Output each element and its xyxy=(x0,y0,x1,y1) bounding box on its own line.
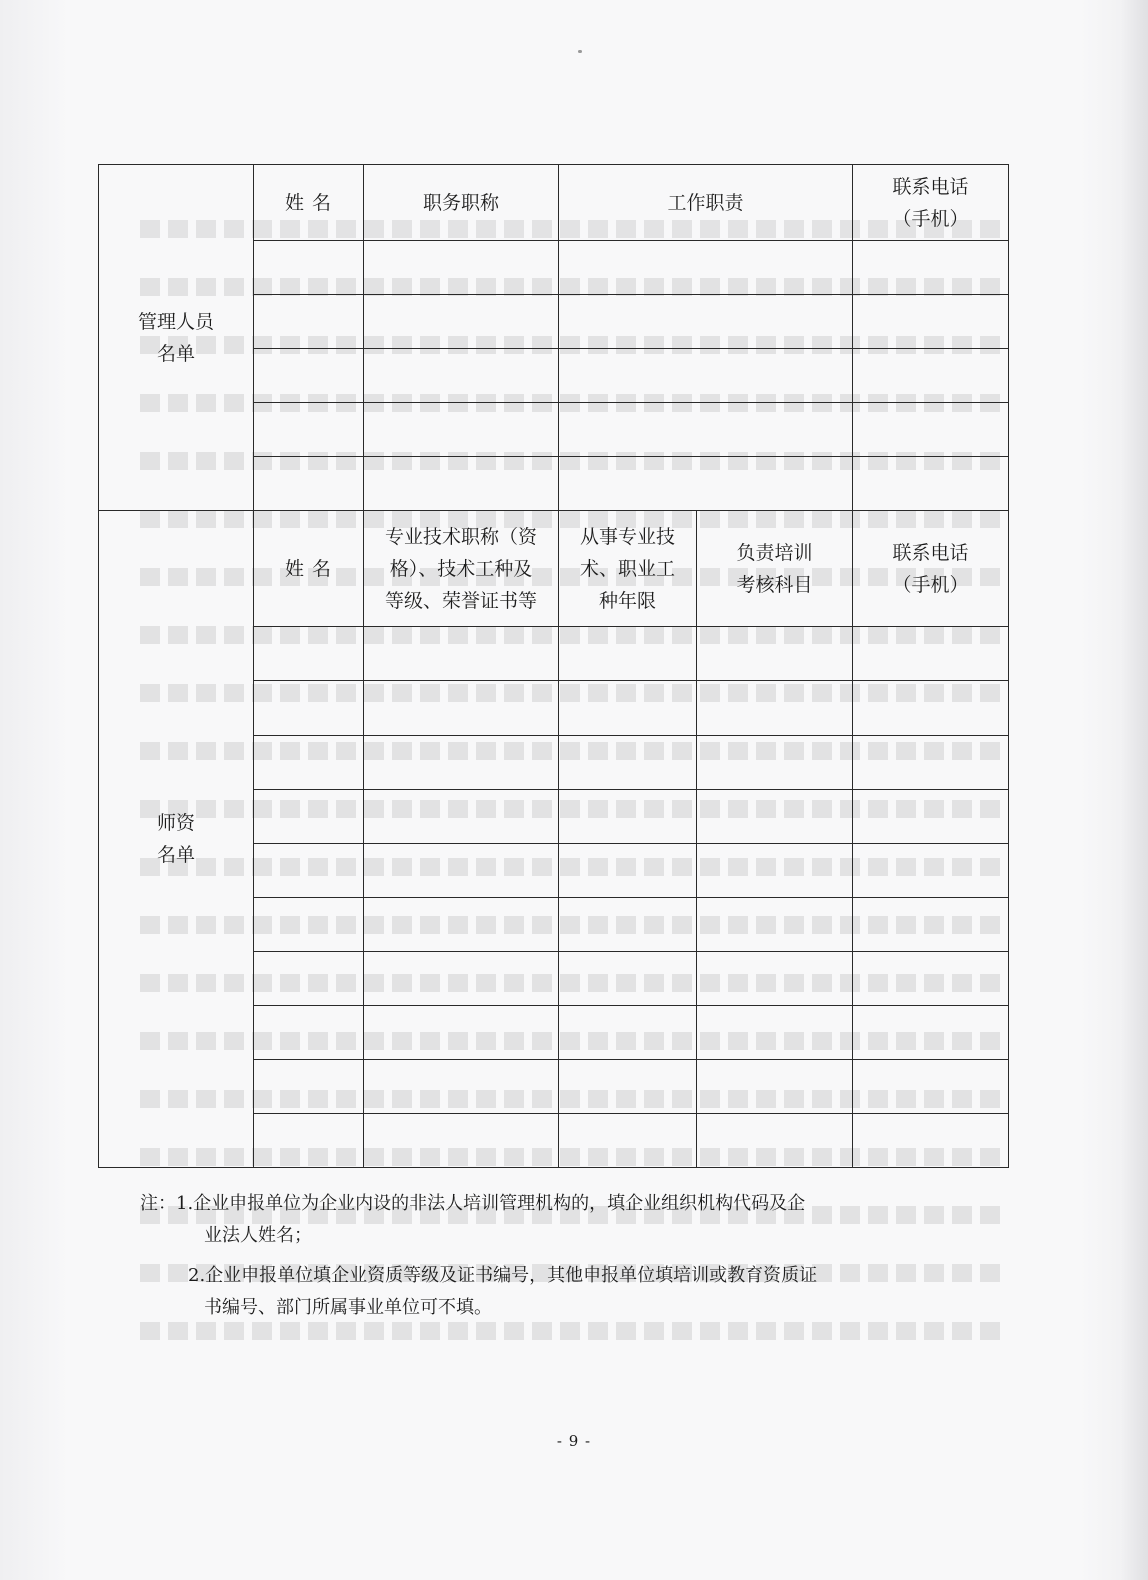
table-cell[interactable] xyxy=(254,1059,364,1113)
table-cell[interactable] xyxy=(364,951,559,1005)
experience-line3: 种年限 xyxy=(598,589,656,612)
table-cell[interactable] xyxy=(853,843,1009,897)
page-edge-shadow xyxy=(1120,0,1148,1580)
table-cell[interactable] xyxy=(254,627,364,681)
table-cell[interactable] xyxy=(254,1113,364,1167)
table-cell[interactable] xyxy=(254,295,364,349)
table-cell[interactable] xyxy=(559,843,697,897)
table-cell[interactable] xyxy=(559,1059,697,1113)
management-label-line2: 名单 xyxy=(156,342,195,365)
table-cell[interactable] xyxy=(697,897,853,951)
table-cell[interactable] xyxy=(853,403,1009,457)
table-cell[interactable] xyxy=(697,1059,853,1113)
table-cell[interactable] xyxy=(364,681,559,735)
table-cell[interactable] xyxy=(559,241,853,295)
teachers-section-label xyxy=(99,511,254,1168)
table-cell[interactable] xyxy=(364,1059,559,1113)
table-cell[interactable] xyxy=(364,295,559,349)
table-cell[interactable] xyxy=(559,403,853,457)
table-cell[interactable] xyxy=(853,1113,1009,1167)
table-cell[interactable] xyxy=(559,789,697,843)
table-cell[interactable] xyxy=(853,951,1009,1005)
table-cell[interactable] xyxy=(697,951,853,1005)
table-cell[interactable] xyxy=(853,1059,1009,1113)
page-number: - 9 - xyxy=(556,1432,592,1450)
table-cell[interactable] xyxy=(254,897,364,951)
table-cell[interactable] xyxy=(559,681,697,735)
table-cell[interactable] xyxy=(364,403,559,457)
mgmt-col-duties: 工作职责 xyxy=(559,165,853,241)
table-cell[interactable] xyxy=(559,951,697,1005)
table-cell[interactable] xyxy=(364,897,559,951)
scan-speck xyxy=(578,50,582,53)
teacher-col-subjects xyxy=(697,511,853,627)
mgmt-phone-line2: （手机） xyxy=(892,207,969,230)
teacher-col-phone xyxy=(853,511,1009,627)
note-2: 2.企业申报单位填企业资质等级及证书编号，其他申报单位填培训或教育资质证 xyxy=(188,1265,818,1286)
mgmt-col-position: 职务职称 xyxy=(364,165,559,241)
table-cell[interactable] xyxy=(559,295,853,349)
table-cell[interactable] xyxy=(853,897,1009,951)
table-cell[interactable] xyxy=(364,1113,559,1167)
mgmt-col-name: 姓 名 xyxy=(254,165,364,241)
note-2-continuation: 书编号、部门所属事业单位可不填。 xyxy=(204,1297,492,1318)
subjects-line1: 负责培训 xyxy=(736,541,813,564)
footnotes xyxy=(140,1188,990,1324)
table-cell[interactable] xyxy=(697,1005,853,1059)
subjects-line2: 考核科目 xyxy=(736,573,813,596)
table-cell[interactable] xyxy=(697,1113,853,1167)
table-cell[interactable] xyxy=(697,681,853,735)
qualification-line3: 等级、荣誉证书等 xyxy=(384,589,537,612)
table-cell[interactable] xyxy=(254,789,364,843)
table-cell[interactable] xyxy=(853,241,1009,295)
table-cell[interactable] xyxy=(254,1005,364,1059)
table-cell[interactable] xyxy=(364,843,559,897)
table-cell[interactable] xyxy=(559,735,697,789)
teacher-col-experience xyxy=(559,511,697,627)
experience-line2: 术、职业工 xyxy=(579,557,675,580)
teacher-phone-line2: （手机） xyxy=(892,573,969,596)
table-cell[interactable] xyxy=(559,897,697,951)
table-cell[interactable] xyxy=(559,1113,697,1167)
table-cell[interactable] xyxy=(853,735,1009,789)
table-cell[interactable] xyxy=(853,295,1009,349)
qualification-line2: 格）、技术工种及 xyxy=(389,557,533,580)
teachers-label-line1: 师资 xyxy=(156,812,195,835)
table-cell[interactable] xyxy=(254,681,364,735)
table-cell[interactable] xyxy=(364,241,559,295)
table-cell[interactable] xyxy=(254,951,364,1005)
table-cell[interactable] xyxy=(697,789,853,843)
table-cell[interactable] xyxy=(254,241,364,295)
management-header-row xyxy=(99,165,1009,241)
table-cell[interactable] xyxy=(853,789,1009,843)
table-cell[interactable] xyxy=(364,627,559,681)
note-label: 注： xyxy=(140,1193,176,1214)
note-1-line1: 1.企业申报单位为企业内设的非法人培训管理机构的，填企业组织机构代码及企 xyxy=(176,1193,806,1214)
table-cell[interactable] xyxy=(254,403,364,457)
staff-roster-table xyxy=(98,164,1009,1168)
table-cell[interactable] xyxy=(559,1005,697,1059)
note-1-continuation: 业法人姓名； xyxy=(204,1225,312,1246)
table-cell[interactable] xyxy=(254,735,364,789)
table-cell[interactable] xyxy=(559,457,853,511)
table-cell[interactable] xyxy=(853,457,1009,511)
teacher-col-qualification xyxy=(364,511,559,627)
table-cell[interactable] xyxy=(364,1005,559,1059)
table-cell[interactable] xyxy=(697,735,853,789)
qualification-line1: 专业技术职称（资 xyxy=(384,525,537,548)
table-cell[interactable] xyxy=(697,627,853,681)
table-cell[interactable] xyxy=(853,681,1009,735)
table-cell[interactable] xyxy=(853,627,1009,681)
table-cell[interactable] xyxy=(254,349,364,403)
table-cell[interactable] xyxy=(254,457,364,511)
table-cell[interactable] xyxy=(559,349,853,403)
table-cell[interactable] xyxy=(853,1005,1009,1059)
table-cell[interactable] xyxy=(364,457,559,511)
table-cell[interactable] xyxy=(364,735,559,789)
table-cell[interactable] xyxy=(364,349,559,403)
table-cell[interactable] xyxy=(254,843,364,897)
management-label-line1: 管理人员 xyxy=(137,310,214,333)
table-cell[interactable] xyxy=(853,349,1009,403)
mgmt-phone-line1: 联系电话 xyxy=(892,175,969,198)
table-cell[interactable] xyxy=(697,843,853,897)
table-cell[interactable] xyxy=(559,627,697,681)
teacher-phone-line1: 联系电话 xyxy=(892,541,969,564)
table-cell[interactable] xyxy=(364,789,559,843)
teachers-header-row xyxy=(99,511,1009,627)
teachers-label-line2: 名单 xyxy=(156,844,195,867)
note-1 xyxy=(140,1188,990,1220)
mgmt-col-phone xyxy=(853,165,1009,241)
experience-line1: 从事专业技 xyxy=(579,525,675,548)
management-section-label xyxy=(99,165,254,511)
teacher-col-name: 姓 名 xyxy=(254,511,364,627)
